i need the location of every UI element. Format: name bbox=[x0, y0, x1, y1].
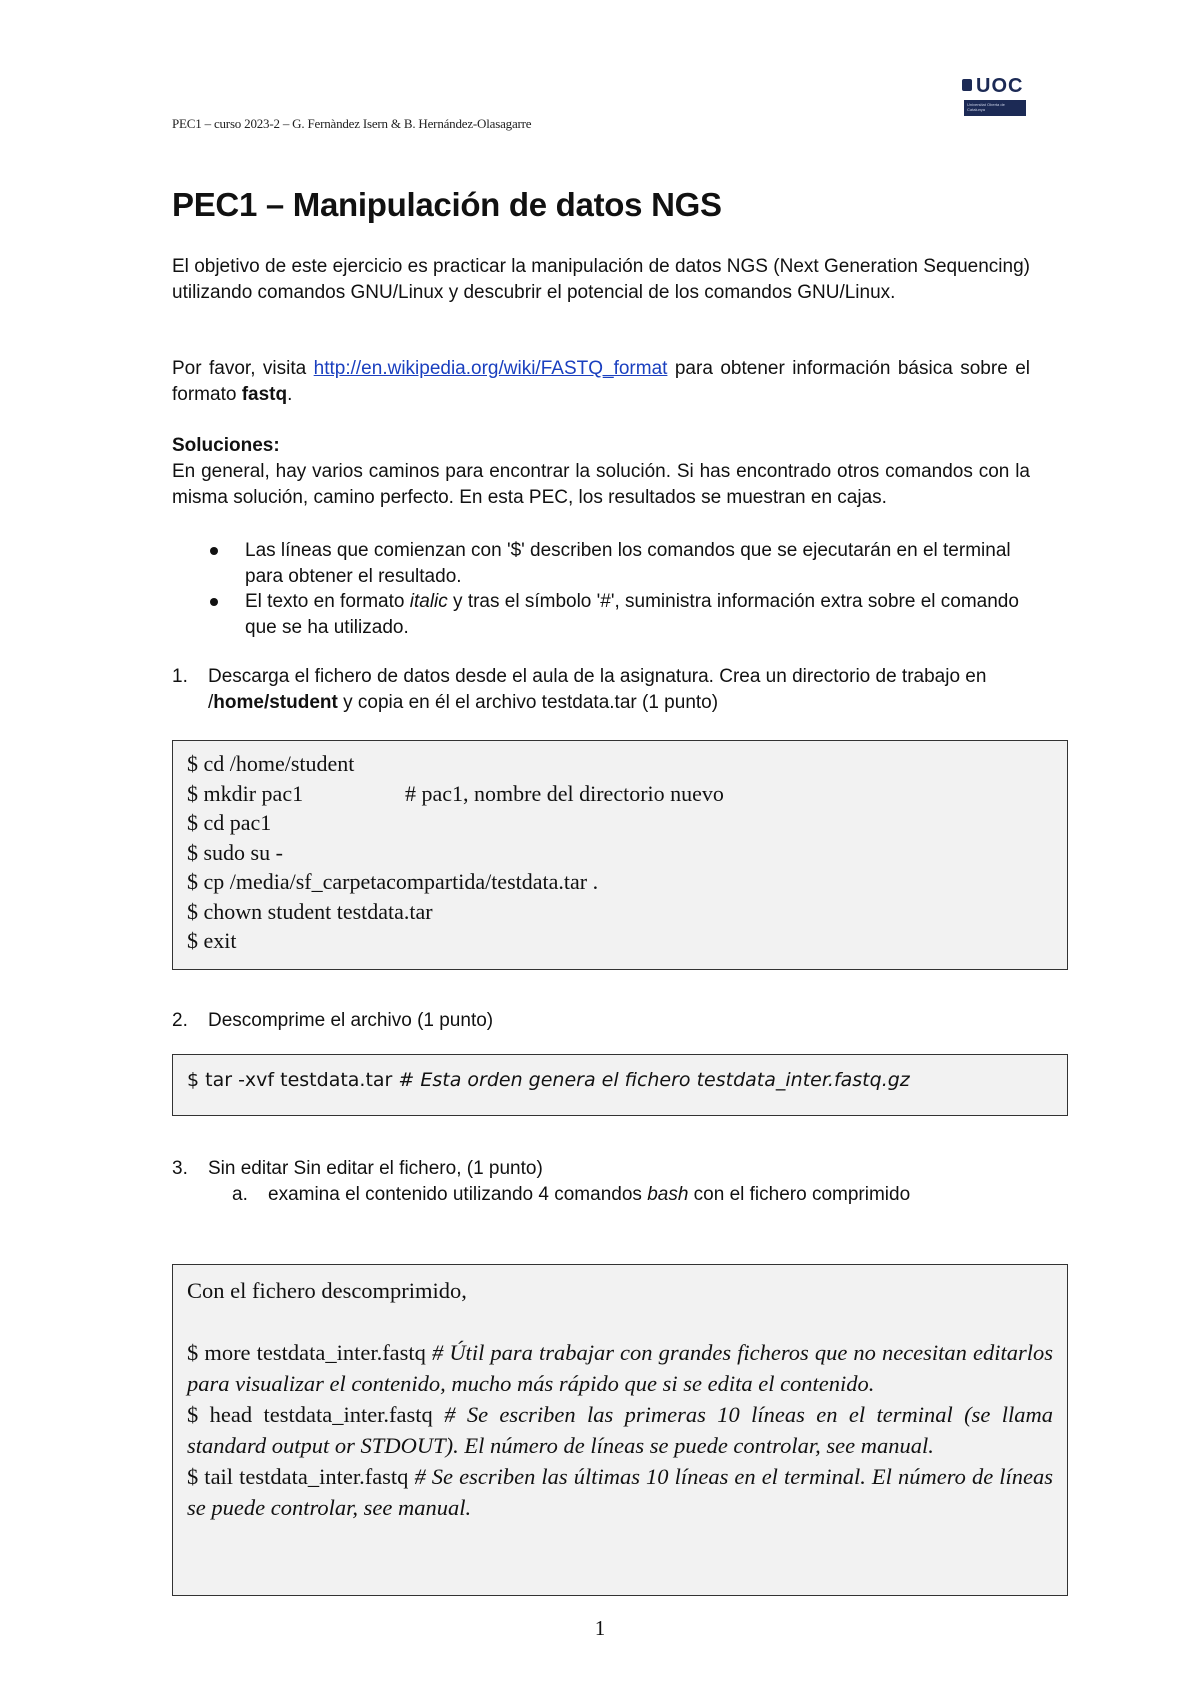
code-line bbox=[187, 867, 1053, 897]
uoc-logo bbox=[962, 76, 1030, 126]
running-header: PEC1 – curso 2023-2 – G. Fernàndez Isern & B. Hernández-Olasagarre bbox=[172, 116, 532, 131]
question-number: 1. bbox=[172, 666, 188, 687]
q1-text-before: Descarga el fichero de datos desde el aula de la asignatura. Crea un directorio de trabajo en / bbox=[208, 666, 987, 713]
code-line bbox=[187, 926, 1053, 956]
question-text bbox=[172, 664, 1030, 715]
fastq-bold: fastq bbox=[241, 383, 288, 405]
solutions-paragraph: En general, hay varios caminos para encontrar la solución. Si has encontrado otros comandos con la misma solución, camino perfecto. En esta PEC, los resultados se muestran en cajas. bbox=[172, 461, 1030, 508]
subquestion-text bbox=[232, 1182, 1032, 1208]
q1-text-after: y copia en él el archivo testdata.tar (1 punto) bbox=[337, 691, 719, 713]
bullet-icon bbox=[210, 547, 218, 555]
code-command: $ mkdir pac1 bbox=[187, 780, 304, 806]
solutions-heading: Soluciones: bbox=[172, 435, 280, 456]
question-2 bbox=[172, 1008, 1030, 1034]
logo-band: Universitat Oberta de Catalunya bbox=[964, 100, 1026, 116]
subquestion-letter: a. bbox=[232, 1184, 248, 1205]
list-item bbox=[172, 589, 1030, 640]
code-command: $ exit bbox=[187, 928, 237, 953]
code-comment: # Se escriben las últimas 10 líneas en el terminal. El número de líneas se puede controlar, see manual. bbox=[187, 1464, 1053, 1520]
code-comment: # Se escriben las primeras 10 líneas en el terminal (se llama standard output or STDOUT). El número de líneas se puede controlar, see manual. bbox=[187, 1402, 1053, 1458]
code-command: $ tar -xvf testdata.tar bbox=[187, 1069, 399, 1091]
code-line bbox=[187, 749, 1053, 779]
page-title: PEC1 – Manipulación de datos NGS bbox=[172, 186, 722, 223]
code-command: $ more testdata_inter.fastq bbox=[187, 1340, 432, 1365]
code-box-q3 bbox=[172, 1264, 1068, 1596]
code-entry bbox=[187, 1461, 1053, 1523]
code-command: $ sudo su - bbox=[187, 839, 283, 865]
code-line bbox=[187, 838, 1053, 868]
bullet-text: Las líneas que comienzan con '$' describen los comandos que se ejecutarán en el terminal para obtener el resultado. bbox=[245, 540, 1011, 587]
code-line bbox=[187, 897, 1053, 927]
sub-text-before: examina el contenido utilizando 4 comandos bbox=[268, 1184, 648, 1205]
code-line bbox=[187, 779, 1053, 809]
question-text: Sin editar Sin editar el fichero, (1 punto) bbox=[208, 1158, 543, 1179]
code-command: $ tail testdata_inter.fastq bbox=[187, 1464, 415, 1489]
visit-text-after: para obtener información básica sobre el formato bbox=[172, 358, 1030, 405]
q1-bold-path: home/student bbox=[213, 691, 338, 713]
question-text: Descomprime el archivo (1 punto) bbox=[208, 1010, 494, 1031]
code-box-q1 bbox=[172, 740, 1068, 970]
code-command: $ cd pac1 bbox=[187, 810, 272, 835]
bullet-text-before: El texto en formato bbox=[245, 591, 410, 612]
fastq-wiki-link[interactable]: http://en.wikipedia.org/wiki/FASTQ_format bbox=[313, 358, 668, 379]
question-3a bbox=[232, 1182, 1032, 1208]
code-comment: # pac1, nombre del directorio nuevo bbox=[405, 780, 724, 806]
code-command: $ head testdata_inter.fastq bbox=[187, 1402, 445, 1427]
question-1 bbox=[172, 664, 1030, 715]
question-number: 3. bbox=[172, 1158, 188, 1179]
code-comment: # Útil para trabajar con grandes ficheros que no necesitan editarlos para visualizar el contenido, mucho más rápido que si se edita el contenido. bbox=[187, 1340, 1053, 1396]
code-command: $ cd /home/student bbox=[187, 751, 355, 776]
visit-text-end: . bbox=[287, 383, 293, 405]
box-intro: Con el fichero descomprimido, bbox=[187, 1278, 467, 1303]
code-entry bbox=[187, 1399, 1053, 1461]
logo-wordmark: UOC bbox=[976, 75, 1024, 97]
intro-paragraph: El objetivo de este ejercicio es practicar la manipulación de datos NGS (Next Generation Sequencing) utilizando comandos GNU/Linux y descubrir el potencial de los comandos GNU/Linux. bbox=[172, 256, 1030, 303]
visit-text-before: Por favor, visita bbox=[172, 358, 314, 379]
code-command: $ chown student testdata.tar bbox=[187, 898, 433, 924]
page-number: 1 bbox=[594, 1616, 606, 1640]
sub-italic: bash bbox=[647, 1184, 689, 1205]
spacer bbox=[187, 1306, 1053, 1337]
solutions-bullet-list bbox=[172, 538, 1030, 640]
code-entry bbox=[187, 1337, 1053, 1399]
bullet-icon bbox=[210, 598, 218, 606]
code-comment: # Esta orden genera el fichero testdata_inter.fastq.gz bbox=[398, 1069, 910, 1091]
bullet-text-after: y tras el símbolo '#', suministra información extra sobre el comando que se ha utilizado. bbox=[245, 591, 1019, 638]
sub-text-after: con el fichero comprimido bbox=[688, 1184, 911, 1205]
code-command: $ cp /media/sf_carpetacompartida/testdata.tar . bbox=[187, 869, 599, 894]
bullet-italic: italic bbox=[409, 591, 448, 612]
visit-paragraph bbox=[172, 356, 1030, 407]
question-number: 2. bbox=[172, 1010, 188, 1031]
list-item bbox=[172, 538, 1030, 589]
code-line bbox=[187, 808, 1053, 838]
code-box-q2 bbox=[172, 1054, 1068, 1116]
question-3 bbox=[172, 1156, 1030, 1182]
